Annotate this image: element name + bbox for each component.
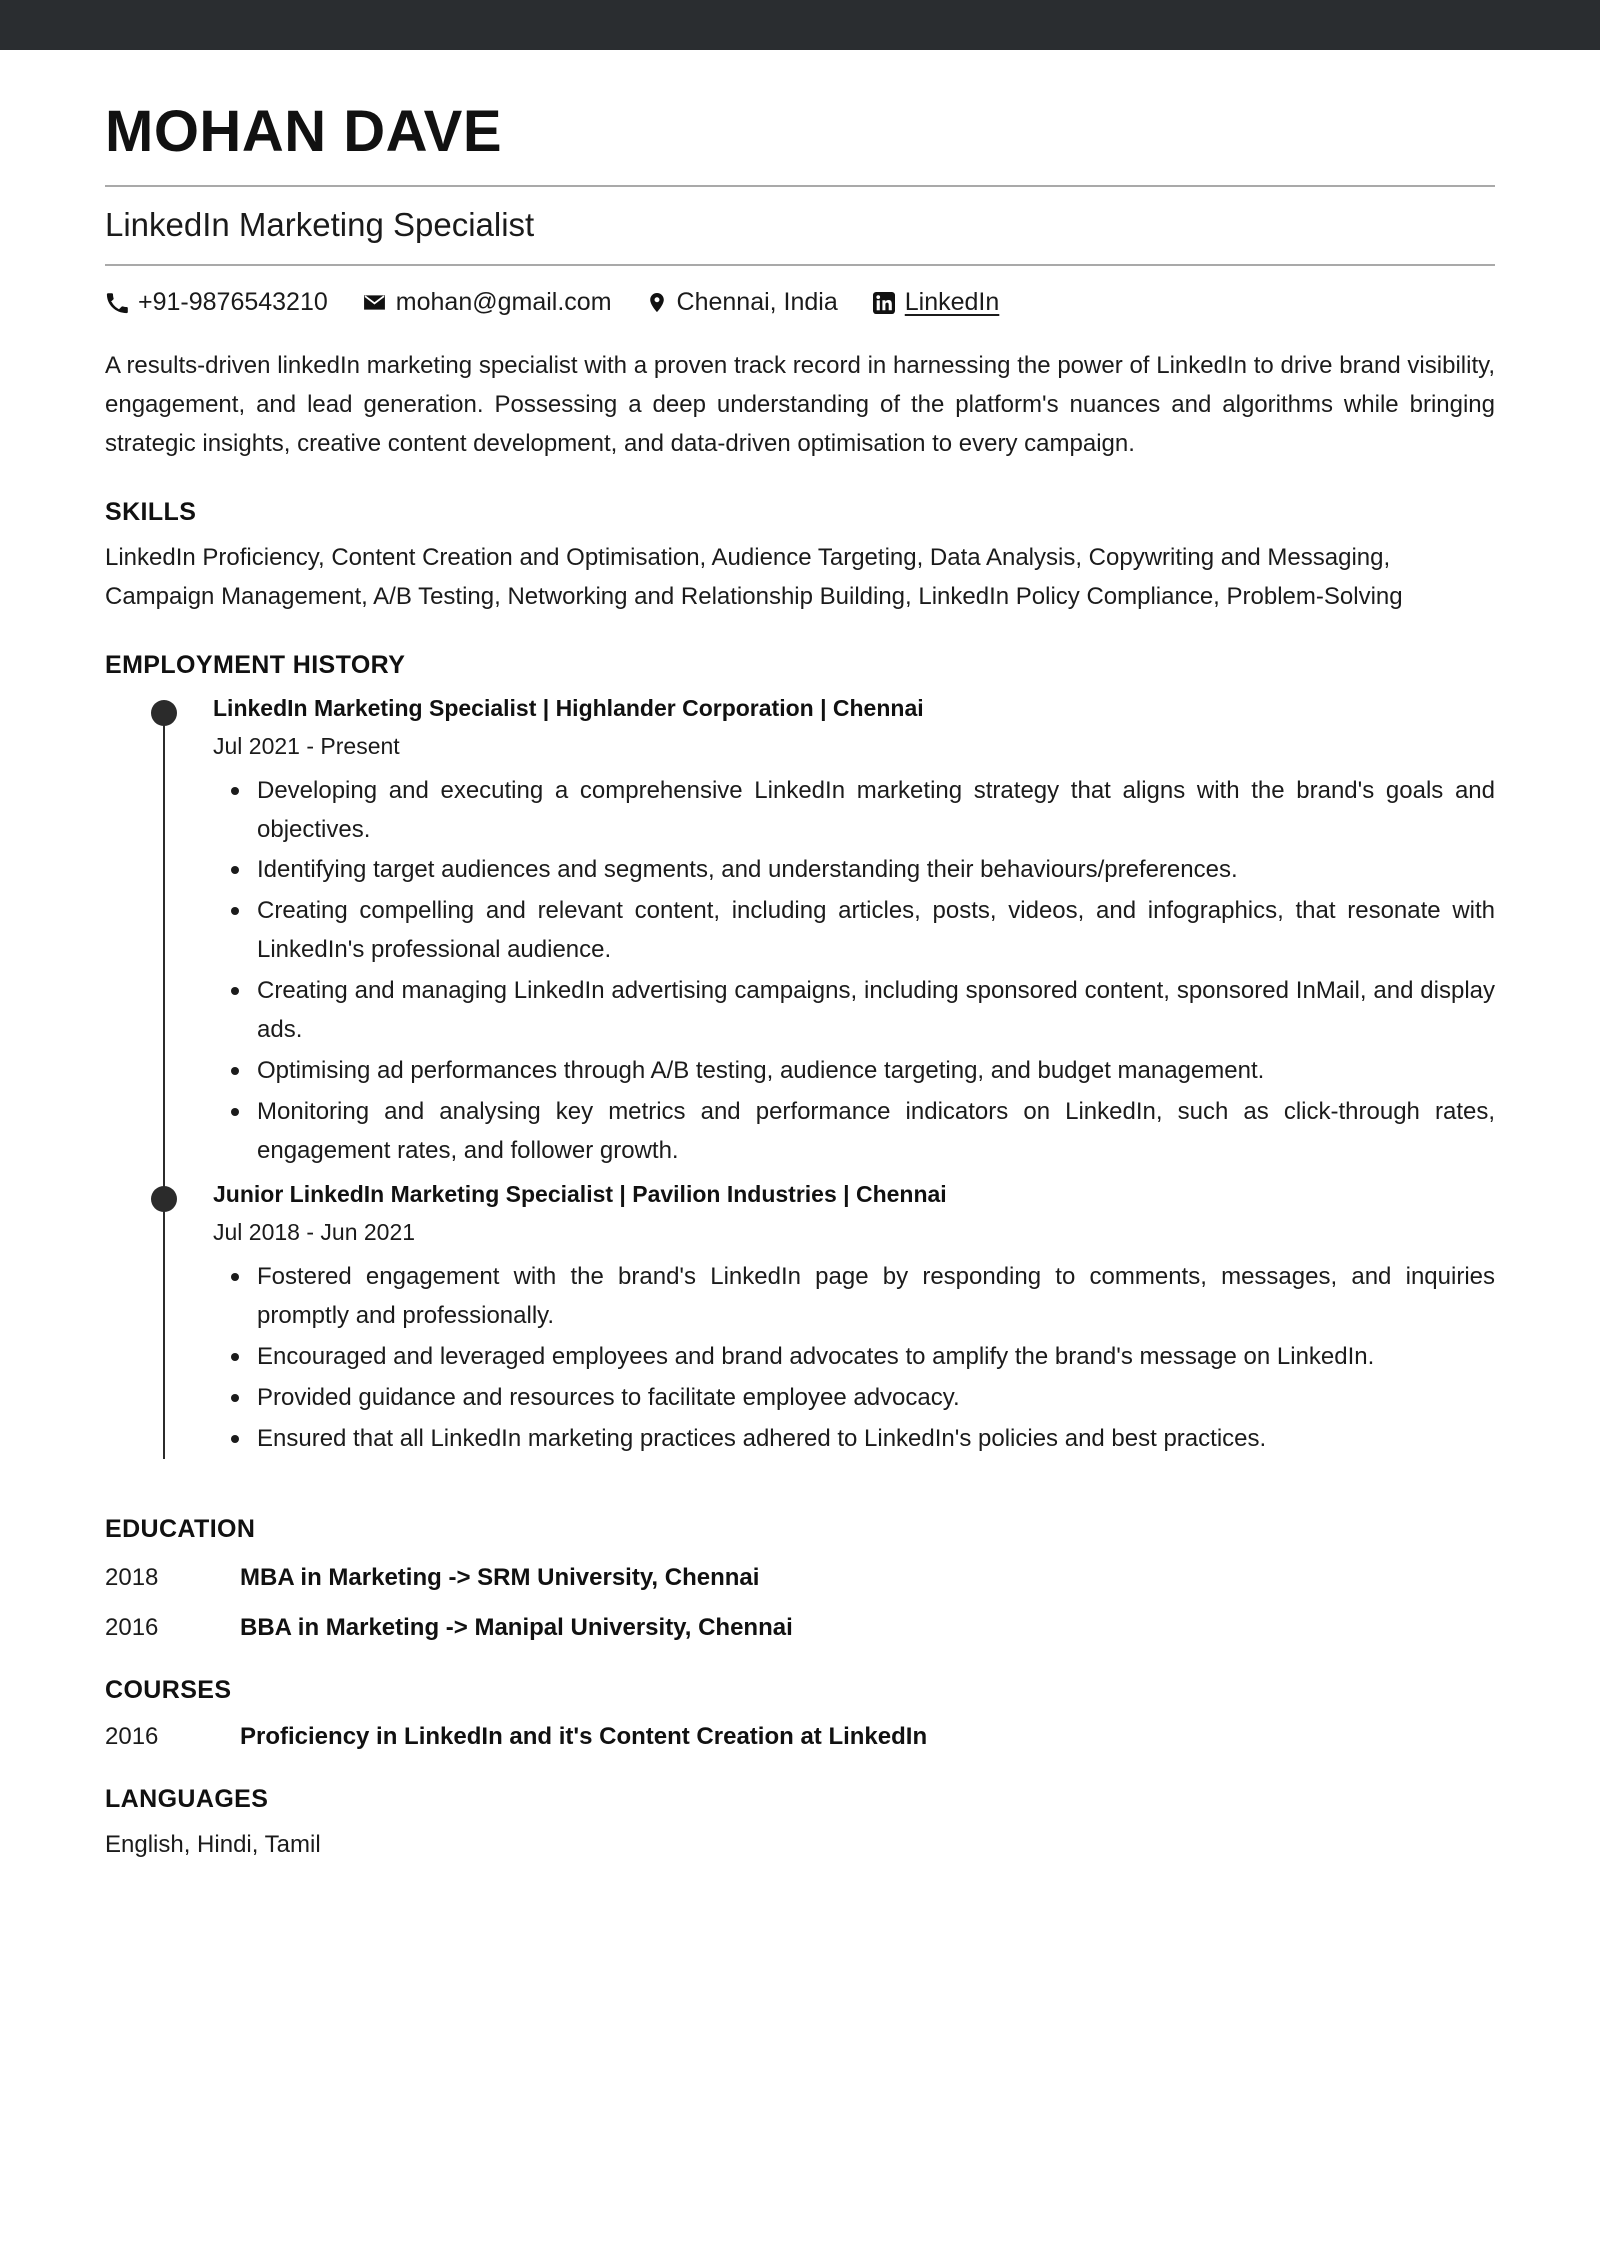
education-heading: EDUCATION: [105, 1514, 256, 1543]
skills-text: LinkedIn Proficiency, Content Creation and Optimisation, Audience Targeting, Data Analysis, Copywriting and Messaging, Campaign Management, A/B Testing, Networking and Relationship Building, LinkedIn Policy Compliance, Problem-Solving: [105, 544, 1403, 610]
job-entry: [105, 694, 1495, 1171]
list-item: Fostered engagement with the brand's LinkedIn page by responding to comments, messages, and inquiries promptly and professionally.: [257, 1258, 1495, 1336]
list-item: Optimising ad performances through A/B testing, audience targeting, and budget management.: [257, 1052, 1495, 1091]
timeline-dot-icon: [151, 700, 177, 726]
job-responsibilities: [213, 772, 1495, 1171]
envelope-icon: [362, 290, 387, 315]
education-row: [105, 1614, 1495, 1642]
contact-linkedin[interactable]: [872, 288, 1000, 317]
education-year: 2016: [105, 1613, 159, 1641]
job-title-company: LinkedIn Marketing Specialist | Highlander Corporation | Chennai: [213, 694, 924, 721]
job-entry: [105, 1180, 1495, 1458]
list-item: Creating and managing LinkedIn advertising campaigns, including sponsored content, sponsored InMail, and display ads.: [257, 972, 1495, 1050]
job-dates: Jul 2021 - Present: [213, 732, 400, 759]
contact-email[interactable]: [362, 288, 612, 317]
languages-heading: LANGUAGES: [105, 1784, 269, 1813]
contact-email-text: mohan@gmail.com: [395, 288, 612, 317]
courses-heading: COURSES: [105, 1675, 232, 1704]
professional-summary: A results-driven linkedIn marketing specialist with a proven track record in harnessing the power of LinkedIn to drive brand visibility, engagement, and lead generation. Possessing a deep understanding of the platform's nuances and algorithms while bringing strategic insights, creative content development, and data-driven optimisation to every campaign.: [105, 352, 1495, 458]
skills-heading: SKILLS: [105, 498, 197, 527]
course-name: Proficiency in LinkedIn and it's Content Creation at LinkedIn: [240, 1722, 928, 1750]
job-title-company: Junior LinkedIn Marketing Specialist | Pavilion Industries | Chennai: [213, 1181, 947, 1208]
job-dates: Jul 2018 - Jun 2021: [213, 1219, 416, 1246]
employment-heading: EMPLOYMENT HISTORY: [105, 650, 406, 679]
course-row: [105, 1723, 1495, 1751]
education-degree: BBA in Marketing -> Manipal University, Chennai: [240, 1613, 793, 1641]
education-list: [105, 1564, 1495, 1642]
education-degree: MBA in Marketing -> SRM University, Chennai: [240, 1563, 760, 1591]
list-item: Ensured that all LinkedIn marketing practices adhered to LinkedIn's policies and best practices.: [257, 1420, 1495, 1459]
timeline-dot-icon: [151, 1186, 177, 1212]
job-responsibilities: [213, 1258, 1495, 1458]
education-row: [105, 1564, 1495, 1592]
languages-section: [105, 1785, 1495, 1865]
education-year: 2018: [105, 1563, 159, 1591]
list-item: Encouraged and leveraged employees and brand advocates to amplify the brand's message on LinkedIn.: [257, 1338, 1495, 1377]
headline-subtitle: LinkedIn Marketing Specialist: [105, 205, 535, 243]
contact-location: [646, 288, 838, 317]
course-year: 2016: [105, 1722, 159, 1750]
location-pin-icon: [646, 290, 668, 315]
list-item: Identifying target audiences and segments, and understanding their behaviours/preferences.: [257, 851, 1495, 890]
top-dark-bar: [0, 0, 1600, 50]
resume-page: [0, 99, 1600, 1924]
divider-under-name: [105, 185, 1495, 187]
employment-section: [105, 651, 1495, 1459]
contact-location-text: Chennai, India: [676, 288, 838, 317]
list-item: Monitoring and analysing key metrics and performance indicators on LinkedIn, such as click-through rates, engagement rates, and follower growth.: [257, 1093, 1495, 1171]
contact-phone-text: +91-9876543210: [138, 288, 328, 317]
linkedin-icon: [872, 291, 896, 315]
courses-section: [105, 1676, 1495, 1751]
list-item: Provided guidance and resources to facilitate employee advocacy.: [257, 1379, 1495, 1418]
employment-timeline: [105, 694, 1495, 1459]
contact-phone[interactable]: [105, 288, 328, 317]
languages-text: English, Hindi, Tamil: [105, 1830, 321, 1858]
phone-icon: [105, 291, 129, 315]
contact-linkedin-text[interactable]: LinkedIn: [904, 288, 1000, 317]
courses-list: [105, 1723, 1495, 1751]
page-title: MOHAN DAVE: [105, 99, 503, 164]
contact-row: [105, 288, 1495, 317]
list-item: Developing and executing a comprehensive LinkedIn marketing strategy that aligns with the brand's goals and objectives.: [257, 772, 1495, 850]
skills-section: [105, 498, 1495, 617]
education-section: [105, 1515, 1495, 1642]
divider-under-headline: [105, 264, 1495, 266]
list-item: Creating compelling and relevant content, including articles, posts, videos, and infographics, that resonate with LinkedIn's professional audience.: [257, 892, 1495, 970]
